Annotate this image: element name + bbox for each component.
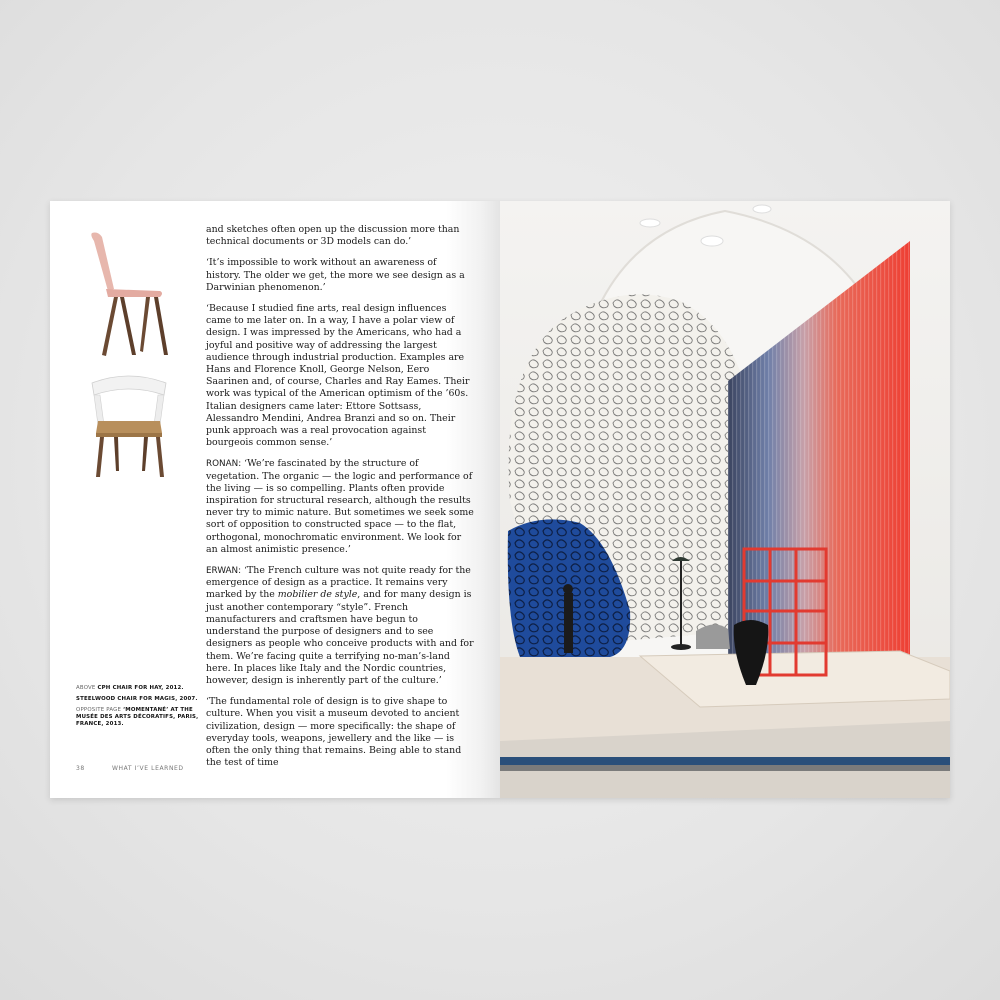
momentane-exhibition-photo	[500, 201, 950, 798]
paragraph-text: ‘The fundamental role of design is to give shape to culture. When you visit a museum devoted to ancient civilization, design — more specifically: the shape of everyday tools, weapons, jewellery and the like — is often the only thing that remains. Being able to stand the test of time	[206, 696, 462, 769]
page-number: 38	[76, 765, 85, 772]
caption-steelwood	[76, 696, 216, 703]
paragraph-text: and sketches often open up the discussion more than technical documents or 3D models can do.’	[206, 224, 460, 248]
paragraph	[206, 565, 474, 687]
paragraph-text: ‘Because I studied fine arts, real design influences came to me later on. In a way, I have a polar view of design. I was impressed by the Americans, who had a joyful and positive way of addressing the largest audience through industrial production. Examples are Hans and Florence Knoll, George Nelson, Eero Saarinen and, of course, Charles and Ray Eames. Their work was typical of the American optimism of the ’60s. Italian designers came later: Ettore Sottsass, Alessandro Mendini, Andrea Branzi and so on. Their punk approach was a real provocation against bourgeois common sense.’	[206, 303, 470, 449]
caption-prefix: ABOVE	[76, 685, 96, 691]
paragraph-text: ‘It’s impossible to work without an awareness of history. The older we get, the more we see design as a Darwinian phenomenon.’	[206, 257, 465, 293]
paragraph	[206, 696, 474, 769]
paragraph-text: ‘We’re fascinated by the structure of vegetation. The organic — the logic and performance of the living — is so compelling. Plants often provide inspiration for structural research, although the results never try to mimic nature. But sometimes we seek some sort of opposition to constructed space — to the flat, orthogonal, monochromatic environment. We look for an almost animistic presence.’	[206, 458, 474, 555]
caption-prefix: OPPOSITE PAGE	[76, 707, 122, 713]
paragraph	[206, 257, 474, 294]
article-text	[206, 224, 474, 778]
caption-momentane	[76, 707, 216, 728]
left-page	[50, 201, 500, 798]
caption-bold: ‘MOMENTANÉ’ AT THE MUSÉE DES ARTS DÉCORATIFS, PARIS, FRANCE, 2013.	[76, 707, 199, 727]
italic-phrase: mobilier de style	[277, 589, 358, 601]
steelwood-chair-image	[84, 371, 174, 479]
cph-chair-image	[84, 231, 174, 361]
paragraph	[206, 458, 474, 556]
caption-bold: CPH CHAIR FOR HAY, 2012.	[97, 685, 184, 691]
magazine-spread	[50, 201, 950, 798]
running-title: WHAT I’VE LEARNED	[112, 765, 184, 772]
speaker-label: RONAN:	[206, 459, 242, 470]
photo-captions	[76, 685, 216, 732]
caption-cph	[76, 685, 216, 692]
paragraph	[206, 303, 474, 449]
paragraph-text: , and for many design is just another contemporary “style”. French manufacturers and craftsmen have begun to understand the purpose of designers and to see designers as people who conceive products with and for them. We’re facing quite a terrifying no-man’s-land here. In places like Italy and the Nordic countries, however, design is inherently part of the culture.’	[206, 589, 474, 686]
paragraph-text: ‘The French culture was not quite ready for the emergence of design as a practice. It remains very marked by the	[206, 565, 471, 601]
caption-bold: STEELWOOD CHAIR FOR MAGIS, 2007.	[76, 696, 198, 702]
speaker-label: ERWAN:	[206, 566, 242, 577]
paragraph	[206, 224, 474, 248]
right-page	[500, 201, 950, 798]
